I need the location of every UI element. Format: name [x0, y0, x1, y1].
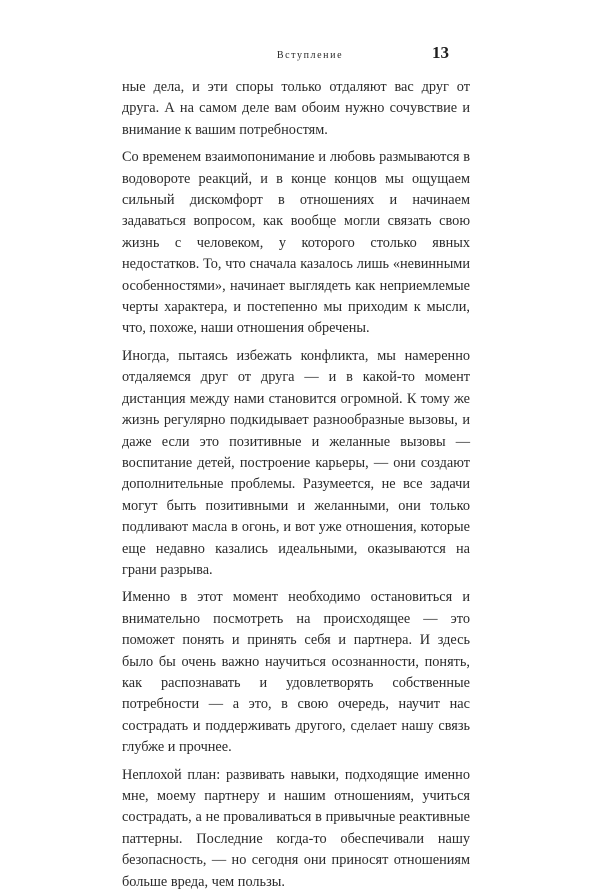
body-text	[122, 77, 470, 893]
page-number: 13	[432, 43, 449, 62]
running-head: Вступление	[276, 50, 344, 61]
paragraph: Иногда, пытаясь избежать конфликта, мы намеренно отдаляемся друг от друга — и в какой-то момент дистанция между нами становится огромной. К тому же жизнь регулярно подкидывает разнообразные вызовы, и даже если это позитивные и желанные вызовы — воспитание детей, построение карьеры, — они создают дополнительные проблемы. Разумеется, не все задачи могут быть позитивными и желанными, они только подливают масла в огонь, и вот уже отношения, которые еще недавно казались идеальными, оказываются на грани разрыва.	[122, 347, 470, 578]
paragraph: Неплохой план: развивать навыки, подходящие именно мне, моему партнеру и нашим отношениям, учиться сострадать, а не проваливаться в привычные реактивные паттерны. Последние когда-то обеспечивали нашу безопасность, — но сегодня они приносят отношениям больше вреда, чем пользы.	[122, 766, 470, 890]
paragraph: Именно в этот момент необходимо остановиться и внимательно посмотреть на происходящее — это поможет понять и принять себя и партнера. И здесь было бы очень важно научиться осознанности, понять, как распознавать и удовлетворять собственные потребности — а это, в свою очередь, научит нас сострадать и поддерживать другого, сделает нашу связь глубже и прочнее.	[122, 589, 470, 756]
paragraph: ные дела, и эти споры только отдаляют вас друг от друга. А на самом деле вам обоим нужно сочувствие и внимание к вашим потребностям.	[122, 79, 470, 138]
paragraph: Со временем взаимопонимание и любовь размываются в водовороте реакций, и в конце концов мы ощущаем сильный дискомфорт в отношениях и начинаем задаваться вопросом, как вообще могли связать свою жизнь с человеком, у которого столько явных недостатков. То, что сначала казалось лишь «невинными особенностями», начинает выглядеть как неприемлемые черты характера, и постепенно мы приходим к мысли, что, похоже, наши отношения обречены.	[122, 149, 470, 337]
